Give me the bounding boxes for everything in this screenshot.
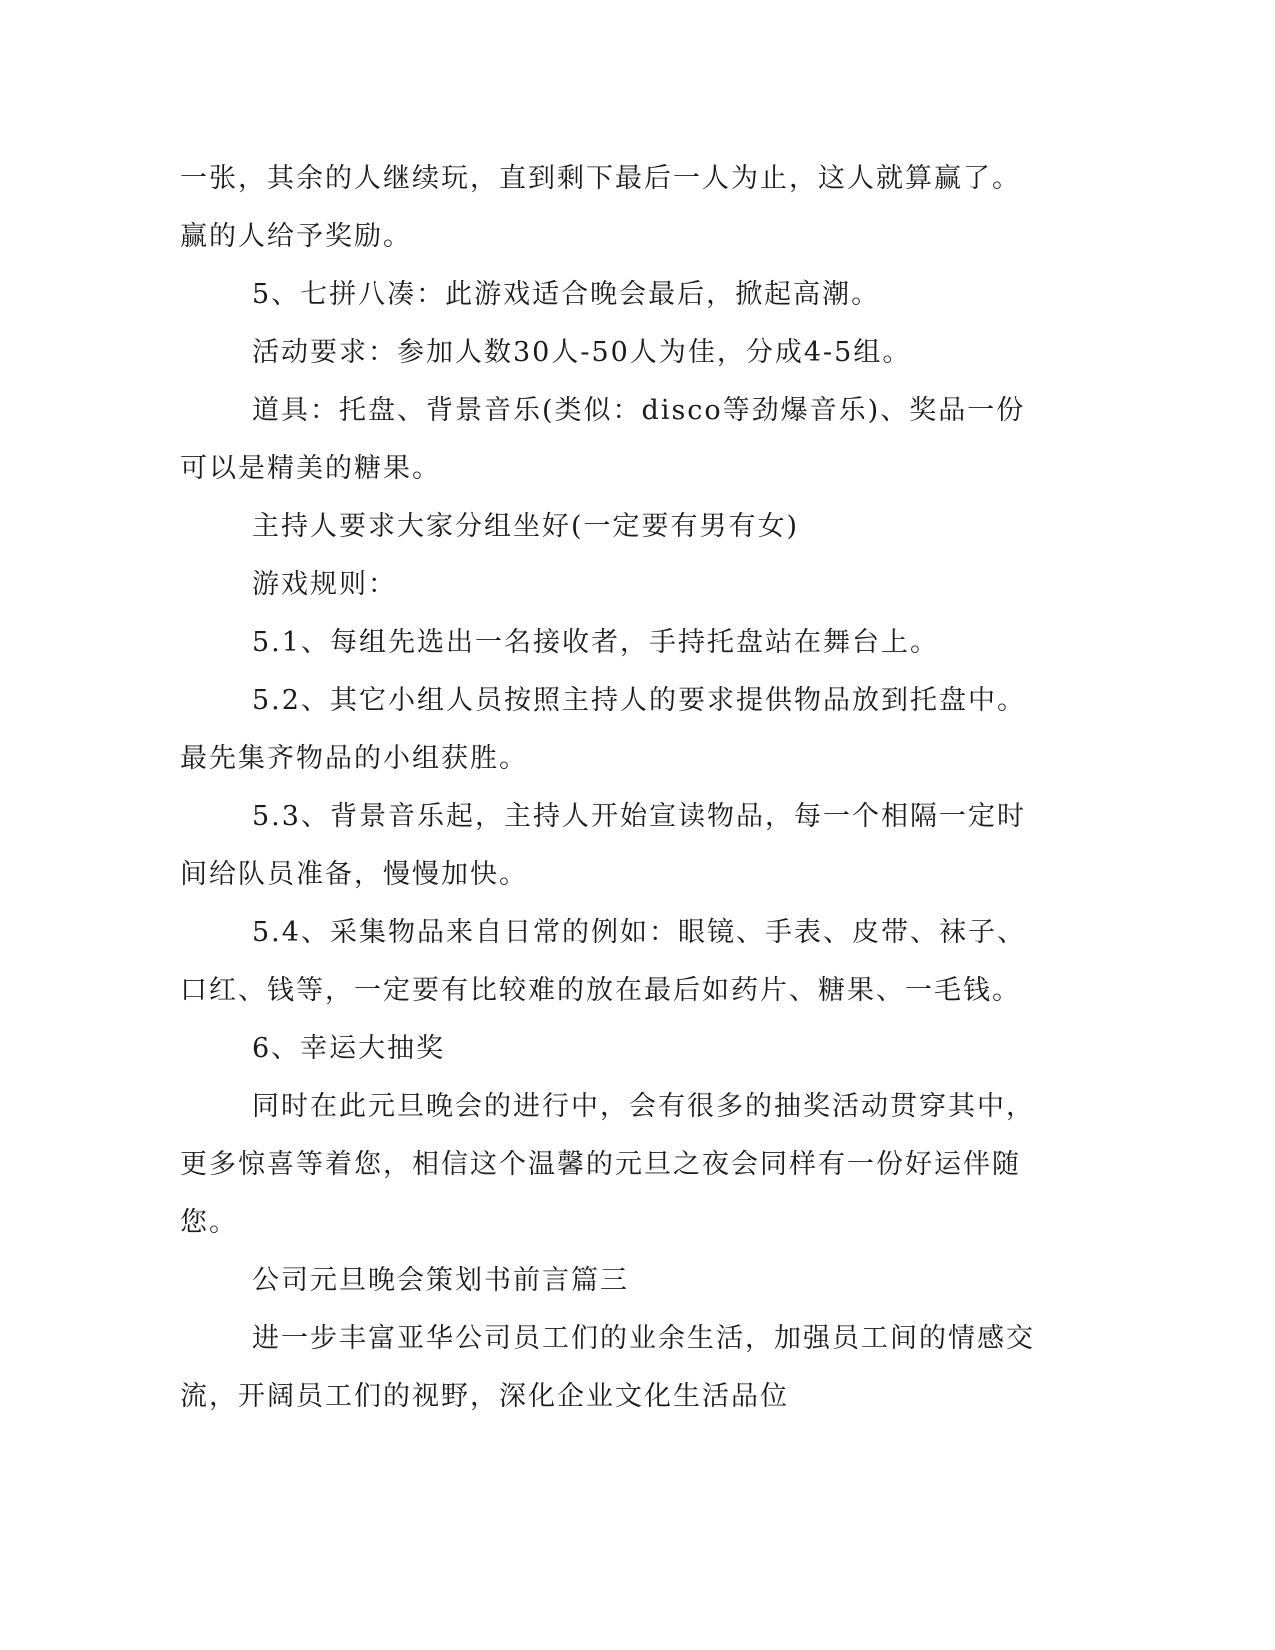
paragraph-rule-5-1: 5.1、每组先选出一名接收者，手持托盘站在舞台上。 [252, 627, 939, 658]
paragraph-section-three-body: 进一步丰富亚华公司员工们的业余生活，加强员工间的情感交流，开阔员工们的视野，深化企业文化生活品位 [180, 1323, 1035, 1412]
paragraph-continuation: 一张，其余的人继续玩，直到剩下最后一人为止，这人就算赢了。赢的人给予奖励。 [180, 163, 1021, 252]
paragraph-props: 道具：托盘、背景音乐(类似：disco等劲爆音乐)、奖品一份可以是精美的糖果。 [180, 395, 1026, 484]
paragraph-lucky-draw-body: 同时在此元旦晚会的进行中，会有很多的抽奖活动贯穿其中，更多惊喜等着您，相信这个温馨的元旦之夜会同样有一份好运伴随您。 [180, 1091, 1035, 1238]
paragraph-requirements: 活动要求：参加人数30人-50人为佳，分成4-5组。 [252, 337, 912, 368]
paragraph-rules-heading: 游戏规则： [252, 569, 397, 600]
paragraph-rule-5-3: 5.3、背景音乐起，主持人开始宣读物品，每一个相隔一定时间给队员准备，慢慢加快。 [180, 801, 1026, 890]
paragraph-game-5-title: 5、七拼八凑：此游戏适合晚会最后，掀起高潮。 [252, 279, 881, 310]
paragraph-rule-5-2: 5.2、其它小组人员按照主持人的要求提供物品放到托盘中。最先集齐物品的小组获胜。 [180, 685, 1026, 774]
paragraph-section-three-heading: 公司元旦晚会策划书前言篇三 [252, 1265, 629, 1296]
paragraph-lucky-draw-title: 6、幸运大抽奖 [252, 1033, 446, 1064]
document-body [180, 150, 1040, 1426]
paragraph-rule-5-4: 5.4、采集物品来自日常的例如：眼镜、手表、皮带、袜子、口红、钱等，一定要有比较难的放在最后如药片、糖果、一毛钱。 [180, 917, 1026, 1006]
paragraph-host-instruction: 主持人要求大家分组坐好(一定要有男有女) [252, 511, 800, 542]
